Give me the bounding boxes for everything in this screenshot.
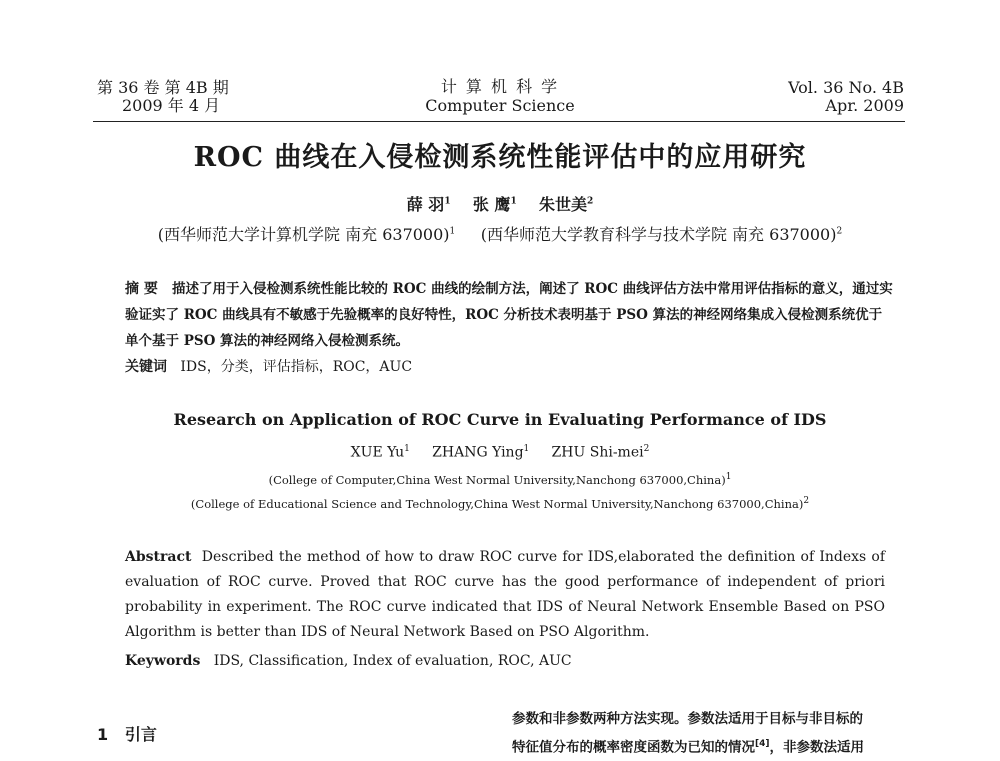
header-date-en: Apr. 2009 (825, 96, 904, 115)
header-volume-en: Vol. 36 No. 4B (788, 78, 904, 97)
affiliation-cn: (西华师范大学计算机学院 南充 637000) (157, 225, 450, 244)
author-cn: 朱世美 (538, 195, 587, 214)
body-column-right (512, 707, 907, 761)
abstract-cn (125, 276, 895, 354)
author-cn: 张 鹰 (472, 195, 511, 214)
keywords-cn-text: IDS，分类，评估指标，ROC，AUC (180, 359, 413, 375)
authors-en (0, 444, 1000, 461)
header-date-cn: 2009 年 4 月 (122, 96, 221, 115)
keywords-cn (125, 356, 412, 376)
affiliations-cn (0, 222, 1000, 245)
section-title: 引言 (124, 725, 157, 744)
section-heading (97, 722, 157, 745)
affiliation-mark: 1 (725, 472, 732, 482)
affiliation-en (0, 496, 1000, 511)
author-cn: 薛 羽 (406, 195, 445, 214)
abstract-en-label: Abstract (125, 549, 192, 565)
author-en: ZHANG Ying (432, 444, 524, 461)
header-journal-cn: 计 算 机 科 学 (440, 77, 560, 96)
header-journal-en: Computer Science (425, 96, 575, 115)
author-en: XUE Yu (350, 444, 405, 461)
body-line-text: 特征值分布的概率密度函数为已知的情况 (512, 739, 755, 756)
affiliation-en-text: (College of Educational Science and Technology,China West Normal University,Nanchong 637000,China) (190, 496, 804, 511)
header-volume-cn: 第 36 卷 第 4B 期 (97, 78, 229, 97)
affiliation-cn: (西华师范大学教育科学与技术学院 南充 637000) (480, 225, 837, 244)
keywords-en-text: IDS, Classification, Index of evaluation, ROC, AUC (213, 653, 572, 669)
affiliation-en (0, 472, 1000, 487)
author-mark: 1 (510, 196, 517, 207)
abstract-cn-label: 摘 要 (125, 281, 158, 297)
paper-title-en: Research on Application of ROC Curve in Evaluating Performance of IDS (173, 410, 827, 429)
keywords-en (125, 653, 572, 669)
keywords-cn-label: 关键词 (125, 359, 167, 375)
citation-ref: [4] (755, 739, 770, 749)
section-number: 1 (97, 725, 109, 744)
abstract-en-text: Described the method of how to draw ROC curve for IDS,elaborated the definition of Indexs of evaluation of ROC curve. Proved that ROC curve has the good performance of independent of priori probability in experiment. The ROC curve indicated that IDS of Neural Network Ensemble Based on PSO Algorithm is better than IDS of Neural Network Based on PSO Algorithm. (125, 549, 885, 640)
affiliation-mark: 2 (803, 496, 810, 506)
author-mark: 2 (587, 196, 594, 207)
abstract-en (125, 545, 885, 645)
abstract-cn-text: 描述了用于入侵检测系统性能比较的 ROC 曲线的绘制方法，阐述了 ROC 曲线评估方法中常用评估指标的意义，通过实验证实了 ROC 曲线具有不敏感于先验概率的良好特性，ROC 分析技术表明基于 PSO 算法的神经网络集成入侵检测系统优于单个基于 PSO 算法的神经网络入侵检测系统。 (125, 281, 893, 349)
author-mark: 1 (404, 444, 410, 454)
body-line: 参数和非参数两种方法实现。参数法适用于目标与非目标的 (512, 711, 863, 727)
paper-title-cn: ROC 曲线在入侵检测系统性能评估中的应用研究 (193, 142, 807, 173)
affiliation-en-text: (College of Computer,China West Normal University,Nanchong 637000,China) (268, 472, 726, 487)
author-mark: 2 (643, 444, 650, 454)
header-rule (93, 121, 905, 122)
author-mark: 1 (523, 444, 530, 454)
author-mark: 1 (444, 196, 451, 207)
affiliation-mark: 2 (836, 226, 843, 237)
keywords-en-label: Keywords (125, 653, 201, 669)
authors-cn (0, 192, 1000, 215)
body-line-text: ，非参数法适用 (769, 739, 864, 756)
author-en: ZHU Shi-mei (551, 444, 644, 461)
body-line (512, 732, 907, 761)
affiliation-mark: 1 (449, 226, 456, 237)
